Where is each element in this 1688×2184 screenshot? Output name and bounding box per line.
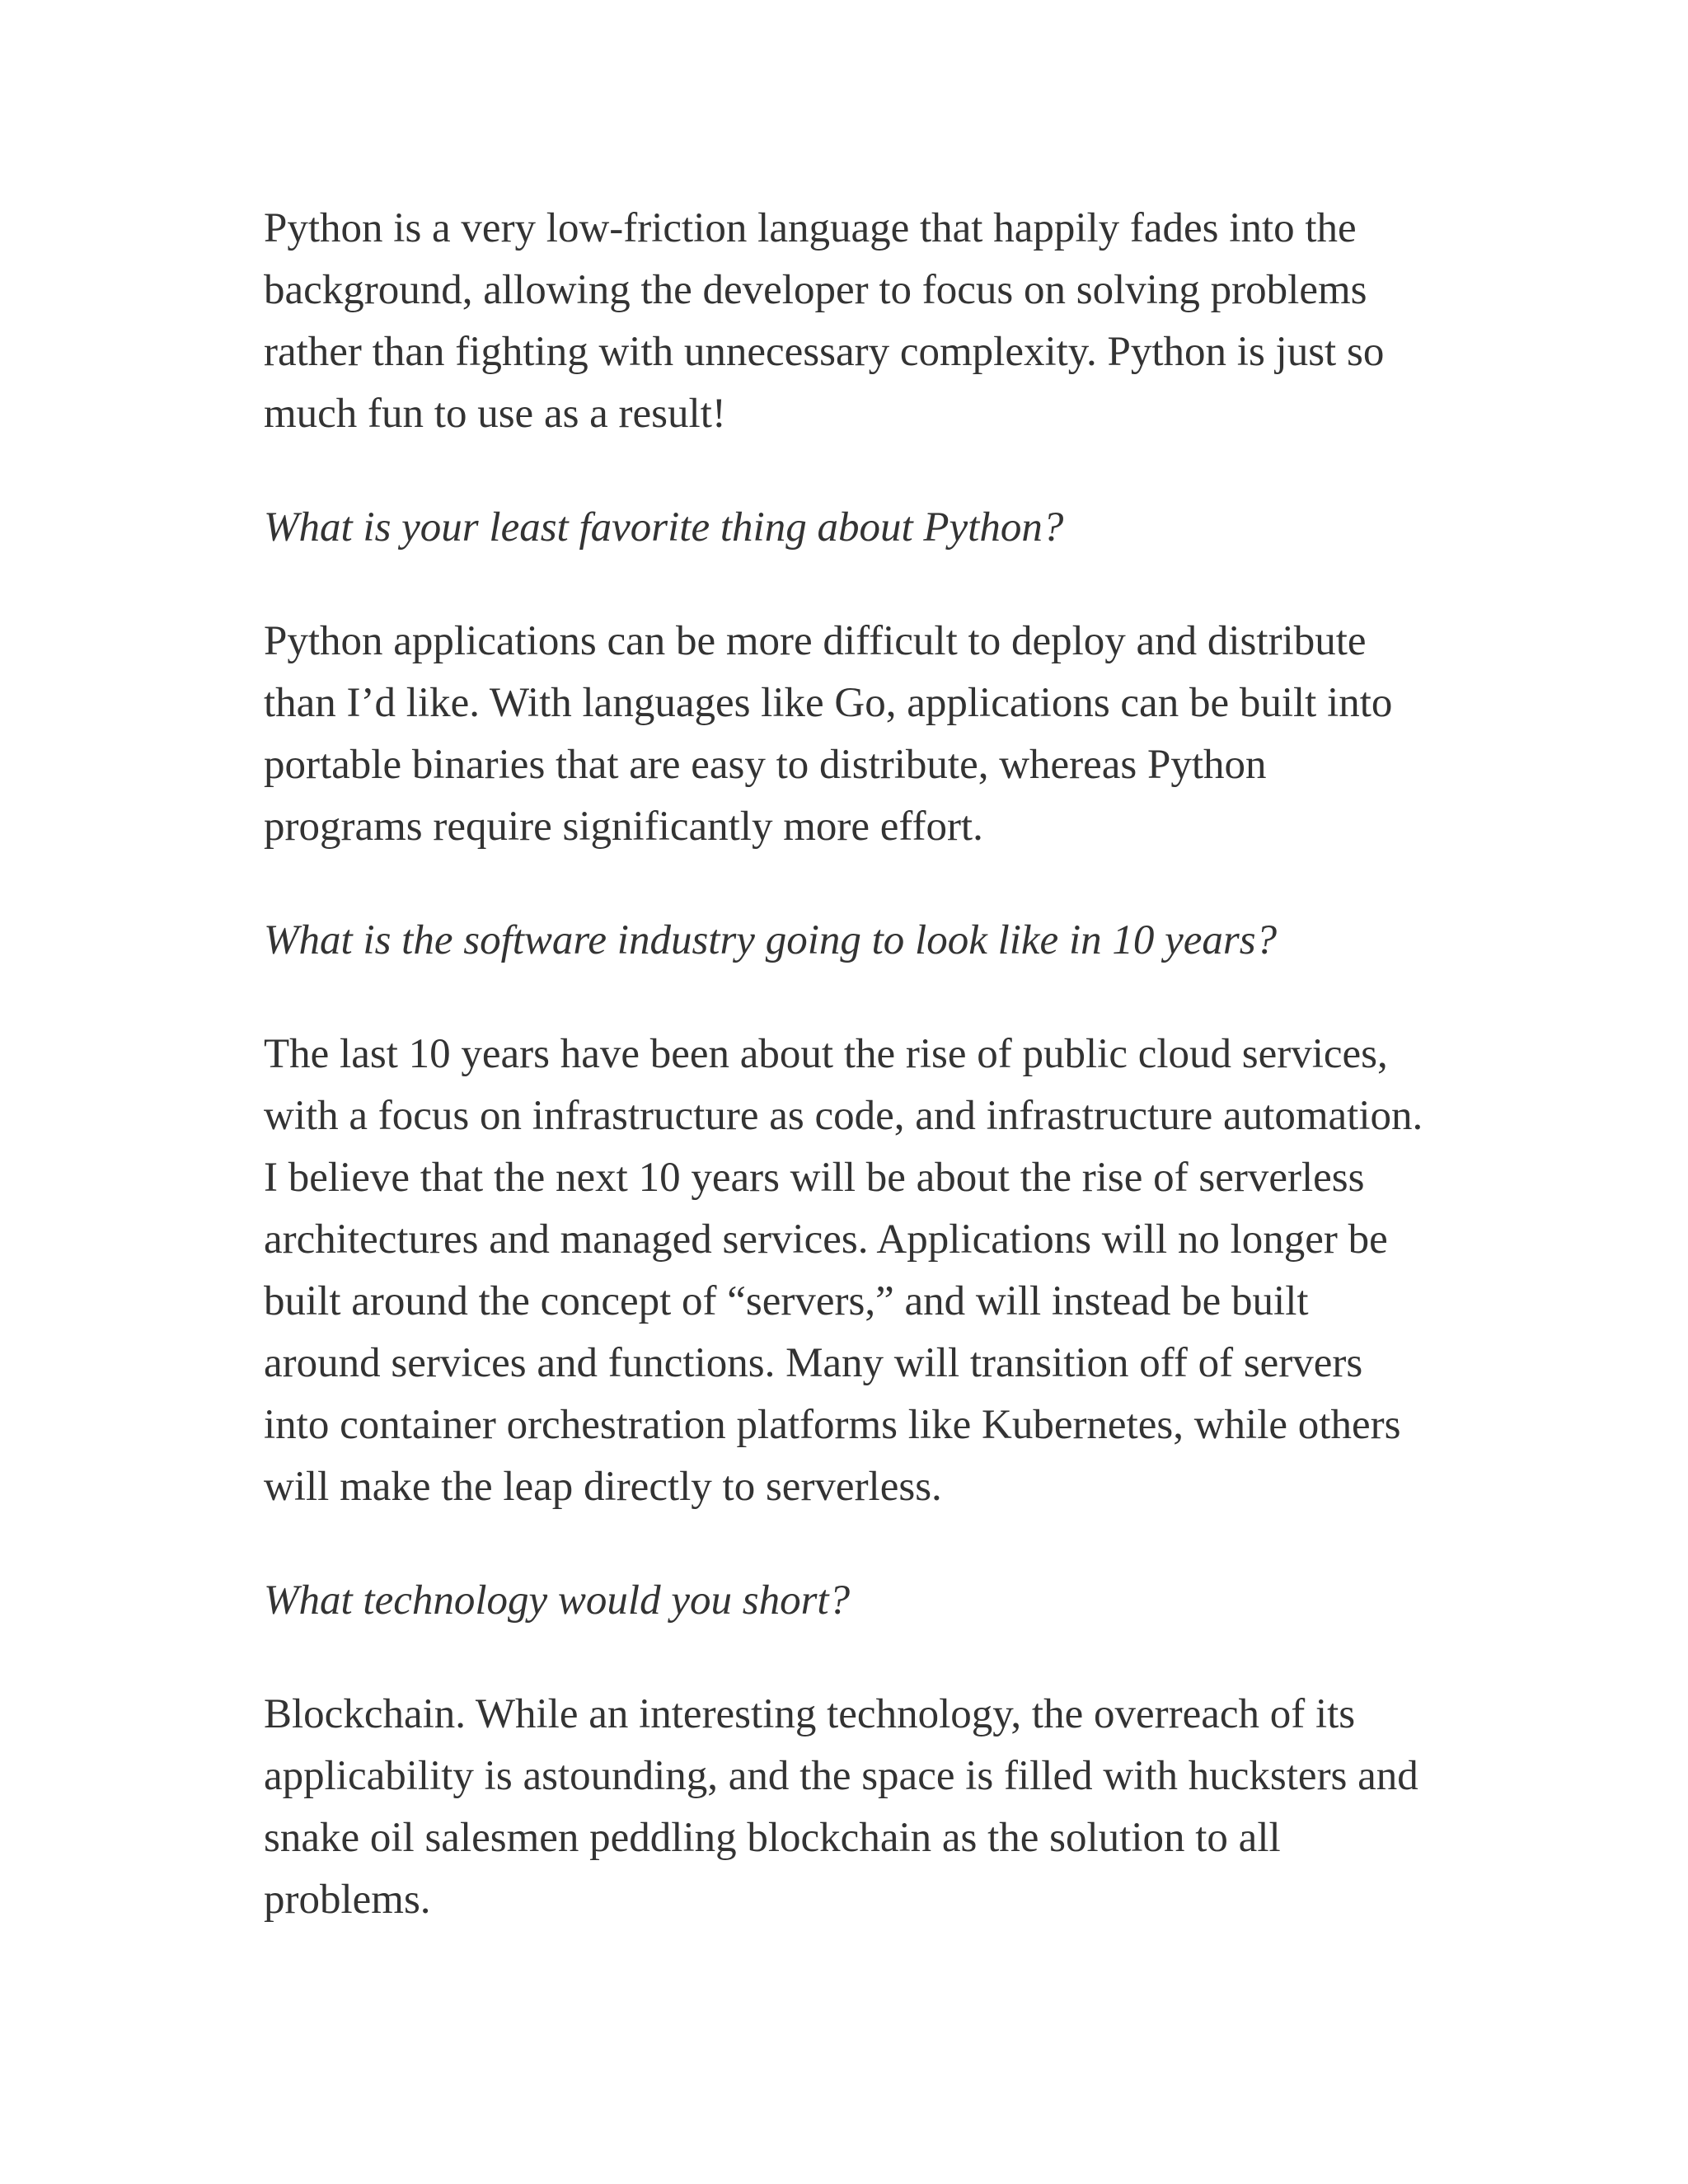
answer-paragraph: Python is a very low-friction language that happily fades into the background, allowing the developer to focus on solving problems rather than fighting with unnecessary complexity. Python is just so much fun to use as a result! — [264, 205, 1385, 437]
answer-paragraph: Python applications can be more difficult to deploy and distribute than I’d like. With languages like Go, applications can be built into portable binaries that are easy to distribute, whereas Python programs require significantly more effort. — [264, 618, 1393, 850]
answer-paragraph: The last 10 years have been about the rise of public cloud services, with a focus on infrastructure as code, and infrastructure automation. I believe that the next 10 years will be about the rise of serverless architectures and managed services. Applications will no longer be built around the concept of “servers,” and will instead be built around services and functions. Many will transition off of servers into container orchestration platforms like Kubernetes, while others will make the leap directly to serverless. — [264, 1031, 1423, 1510]
interview-question: What technology would you short? — [264, 1577, 851, 1624]
article-body — [264, 198, 1434, 1983]
interview-question: What is your least favorite thing about Python? — [264, 504, 1064, 551]
interview-question: What is the software industry going to look like in 10 years? — [264, 917, 1278, 963]
answer-paragraph: Blockchain. While an interesting technology, the overreach of its applicability is astounding, and the space is filled with hucksters and snake oil salesmen peddling blockchain as the solution to all problems. — [264, 1691, 1418, 1923]
